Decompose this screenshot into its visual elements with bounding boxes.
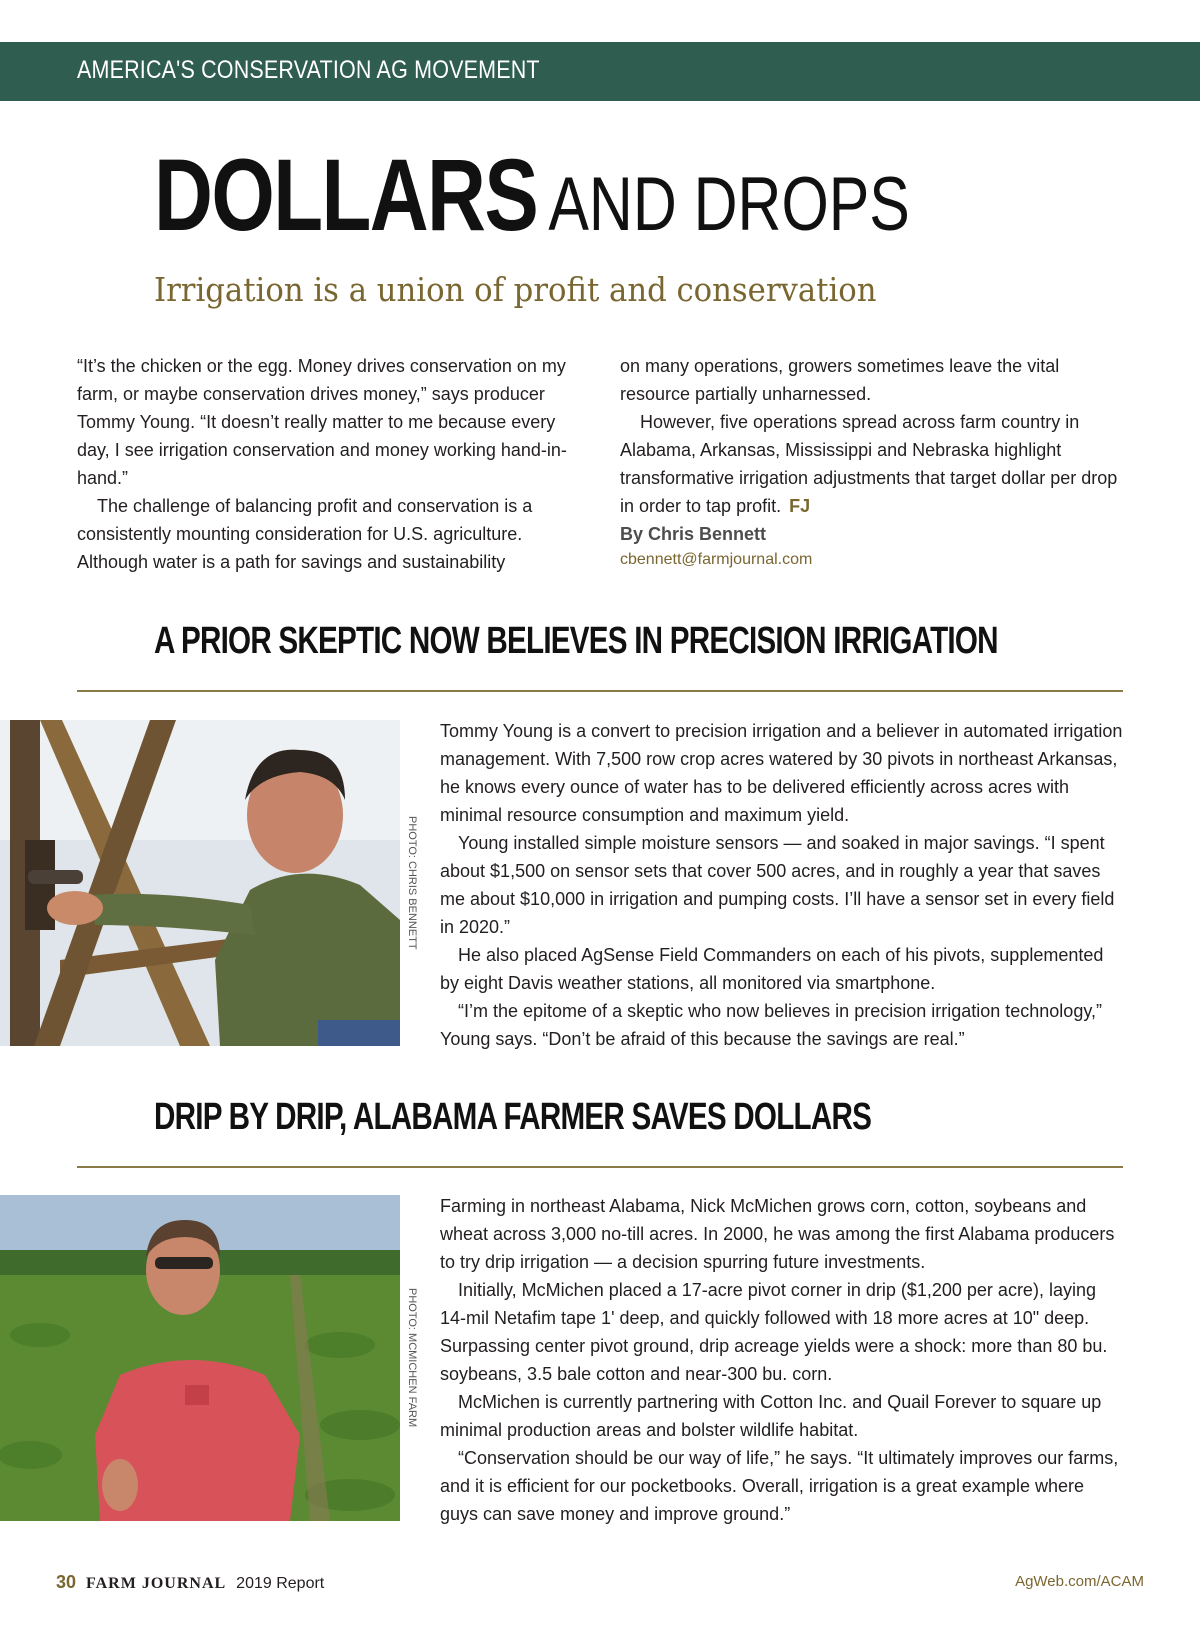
- body-paragraph: Tommy Young is a convert to precision irrigation and a believer in automated irrigation management. With 7,500 row crop acres watered by 30 pivots in northeast Arkansas, he knows every ounce of water has to be delivered efficiently across acres with minimal resource consumption and maximum yield.: [440, 721, 1123, 825]
- body-paragraph: McMichen is currently partnering with Cotton Inc. and Quail Forever to square up minimal production areas and bolster wildlife habitat.: [440, 1392, 1102, 1440]
- section-body: [440, 1192, 1125, 1528]
- byline: By Chris Bennett: [620, 524, 767, 544]
- footer-url-link[interactable]: AgWeb.com/ACAM: [1015, 1573, 1144, 1590]
- intro-paragraph: on many operations, growers sometimes leave the vital resource partially unharnessed.: [620, 356, 1060, 404]
- photo-nick-mcmichen: [0, 1195, 400, 1521]
- banner-text: AMERICA'S CONSERVATION AG MOVEMENT: [77, 56, 540, 84]
- body-paragraph: He also placed AgSense Field Commanders on each of his pivots, supplemented by eight Davis weather stations, all monitored via smartphone.: [440, 945, 1104, 993]
- farmer-photo-illustration: [0, 1195, 400, 1521]
- photo-credit: PHOTO: MCMICHEN FARM: [406, 1288, 418, 1428]
- intro-paragraph-text: However, five operations spread across farm country in Alabama, Arkansas, Mississippi and Nebraska highlight transformative irrigation adjustments that target dollar per drop in order to tap profit.: [620, 412, 1118, 516]
- section-heading: A PRIOR SKEPTIC NOW BELIEVES IN PRECISION IRRIGATION: [154, 620, 998, 662]
- section-body: [440, 717, 1125, 1053]
- intro-column-right: [620, 352, 1120, 572]
- end-mark: FJ: [789, 496, 811, 516]
- subheadline: Irrigation is a union of profit and conservation: [154, 270, 877, 309]
- author-email-link[interactable]: cbennett@farmjournal.com: [620, 551, 813, 568]
- photo-credit: PHOTO: CHRIS BENNETT: [406, 816, 418, 950]
- body-paragraph: Young installed simple moisture sensors — and soaked in major savings. “I spent about $1,500 on sensor sets that cover 500 acres, and in roughly a year that saves me about $10,000 in irrigation and pumping costs. I’ll have a sensor set in every field in 2020.”: [440, 833, 1115, 937]
- issue-name: 2019 Report: [236, 1575, 325, 1592]
- intro-paragraph: The challenge of balancing profit and conservation is a consistently mounting consideration for U.S. agriculture. Although water is a path for savings and sustainability: [77, 496, 533, 572]
- farmer-photo-illustration: [0, 720, 400, 1046]
- intro-column-left: [77, 352, 582, 576]
- magazine-name: FARM JOURNAL: [86, 1575, 227, 1592]
- headline-light: AND DROPS: [548, 162, 910, 247]
- intro-paragraph: [620, 408, 1120, 520]
- section-divider: [77, 1166, 1123, 1168]
- intro-paragraph: “It’s the chicken or the egg. Money drives conservation on my farm, or maybe conservation drives money,” says producer Tommy Young. “It doesn’t really matter to me because every day, I see irrigation conservation and money working hand-in-hand.”: [77, 356, 567, 488]
- body-paragraph: “I’m the epitome of a skeptic who now believes in precision irrigation technology,” Young says. “Don’t be afraid of this because the savings are real.”: [440, 1001, 1102, 1049]
- section-divider: [77, 690, 1123, 692]
- page-number: 30: [56, 1572, 77, 1592]
- body-paragraph: Farming in northeast Alabama, Nick McMichen grows corn, cotton, soybeans and wheat across 3,000 no-till acres. In 2000, he was among the first Alabama producers to try drip irrigation — a decision spurring future investments.: [440, 1196, 1115, 1272]
- body-paragraph: Initially, McMichen placed a 17-acre pivot corner in drip ($1,200 per acre), laying 14-mil Netafim tape 1' deep, and quickly followed with 18 more acres at 10" deep. Surpassing center pivot ground, drip acreage yields were a shock: more than 80 bu. soybeans, 3.5 bale cotton and near-300 bu. corn.: [440, 1280, 1108, 1384]
- page-footer: [56, 1572, 324, 1593]
- headline-bold: DOLLARS: [154, 138, 538, 252]
- photo-tommy-young: [0, 720, 400, 1046]
- section-heading: DRIP BY DRIP, ALABAMA FARMER SAVES DOLLARS: [154, 1096, 872, 1138]
- section-banner: [0, 42, 1200, 101]
- body-paragraph: “Conservation should be our way of life,” he says. “It ultimately improves our farms, and it is efficient for our pocketbooks. Overall, irrigation is a great example where guys can save money and improve ground.”: [440, 1448, 1119, 1524]
- headline: [154, 140, 910, 250]
